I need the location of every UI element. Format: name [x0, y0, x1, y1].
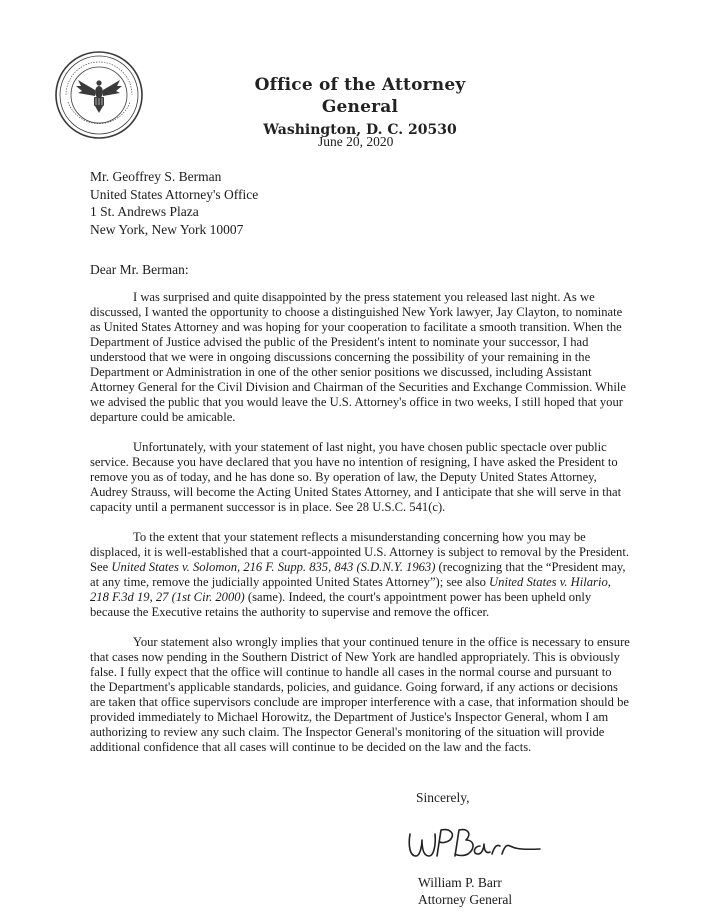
letter-body: [90, 290, 630, 770]
recipient-city: New York, New York 10007: [90, 221, 244, 237]
closing: Sincerely,: [416, 790, 470, 805]
letterhead-title: Office of the Attorney General: [254, 75, 466, 117]
letterhead: [220, 74, 500, 140]
signer-block: [418, 874, 512, 908]
paragraph-2: Unfortunately, with your statement of last night, you have chosen public spectacle over public service. Because you have declared that you have no intention of resigning, I have asked the President to remove you as of today, and he has done so. By operation of law, the Deputy United States Attorney, Audrey Strauss, will become the Acting United States Attorney, and I anticipate that she will serve in that capacity until a permanent successor is in place. See 28 U.S.C. 541(c).: [90, 440, 622, 514]
letter-date: June 20, 2020: [318, 134, 394, 149]
paragraph-1: I was surprised and quite disappointed by the press statement you released last night. As we discussed, I wanted the opportunity to choose a distinguished New York lawyer, Jay Clayton, to nominate as United States Attorney and was hoping for your cooperation to facilitate a smooth transition. When the Department of Justice advised the public of the President's intent to nominate your successor, I had understood that we were in ongoing discussions concerning the possibility of your remaining in the Department or Administration in one of the other senior positions we discussed, including Assistant Attorney General for the Civil Division and Chairman of the Securities and Exchange Commission. While we advised the public that you would leave the U.S. Attorney's office in two weeks, I still hoped that your departure could be amicable.: [90, 290, 626, 424]
recipient-street: 1 St. Andrews Plaza: [90, 204, 199, 219]
paragraph-4: Your statement also wrongly implies that your continued tenure in the office is necessary to ensure that cases now pending in the Southern District of New York are handled appropriately. This is obviously false. I fully expect that the office will continue to handle all cases in the normal course and pursuant to the Department's applicable standards, policies, and guidance. Going forward, if any actions or decisions are taken that office supervisors conclude are improper interference with a case, that information should be provided immediately to Michael Horowitz, the Department of Justice's Inspector General, whom I am authorizing to review any such claim. The Inspector General's monitoring of the situation will provide additional confidence that all cases will continue to be decided on the law and the facts.: [90, 635, 630, 754]
recipient-name: Mr. Geoffrey S. Berman: [90, 169, 222, 184]
department-of-justice-seal-icon: [54, 50, 144, 140]
paragraph-3: [90, 530, 630, 620]
paragraph-3-text-a: To the extent that your statement reflects a misunderstanding concerning how you may be displaced, it is well-established that a court-appointed U.S. Attorney is subject to removal by the President. See: [90, 530, 629, 574]
citation-solomon: United States v. Solomon, 216 F. Supp. 835, 843 (S.D.N.Y. 1963): [111, 560, 436, 574]
signer-title: Attorney General: [418, 892, 513, 907]
paragraph-3-text-b: (recognizing that the “President may, at any time, remove the judicially appointed United States Attorney”); see also: [90, 560, 626, 589]
recipient-office: United States Attorney's Office: [90, 186, 259, 202]
recipient-address: [90, 168, 258, 238]
paragraph-3-text-c: (same). Indeed, the court's appointment power has been upheld only because the Executive retains the authority to supervise and remove the officer.: [90, 590, 592, 619]
signer-name: William P. Barr: [418, 875, 502, 890]
handwritten-signature: [400, 816, 550, 872]
citation-hilario: United States v. Hilario, 218 F.3d 19, 27 (1st Cir. 2000): [90, 575, 611, 604]
letterhead-address: Washington, D. C. 20530: [263, 122, 457, 138]
salutation: Dear Mr. Berman:: [90, 262, 189, 277]
